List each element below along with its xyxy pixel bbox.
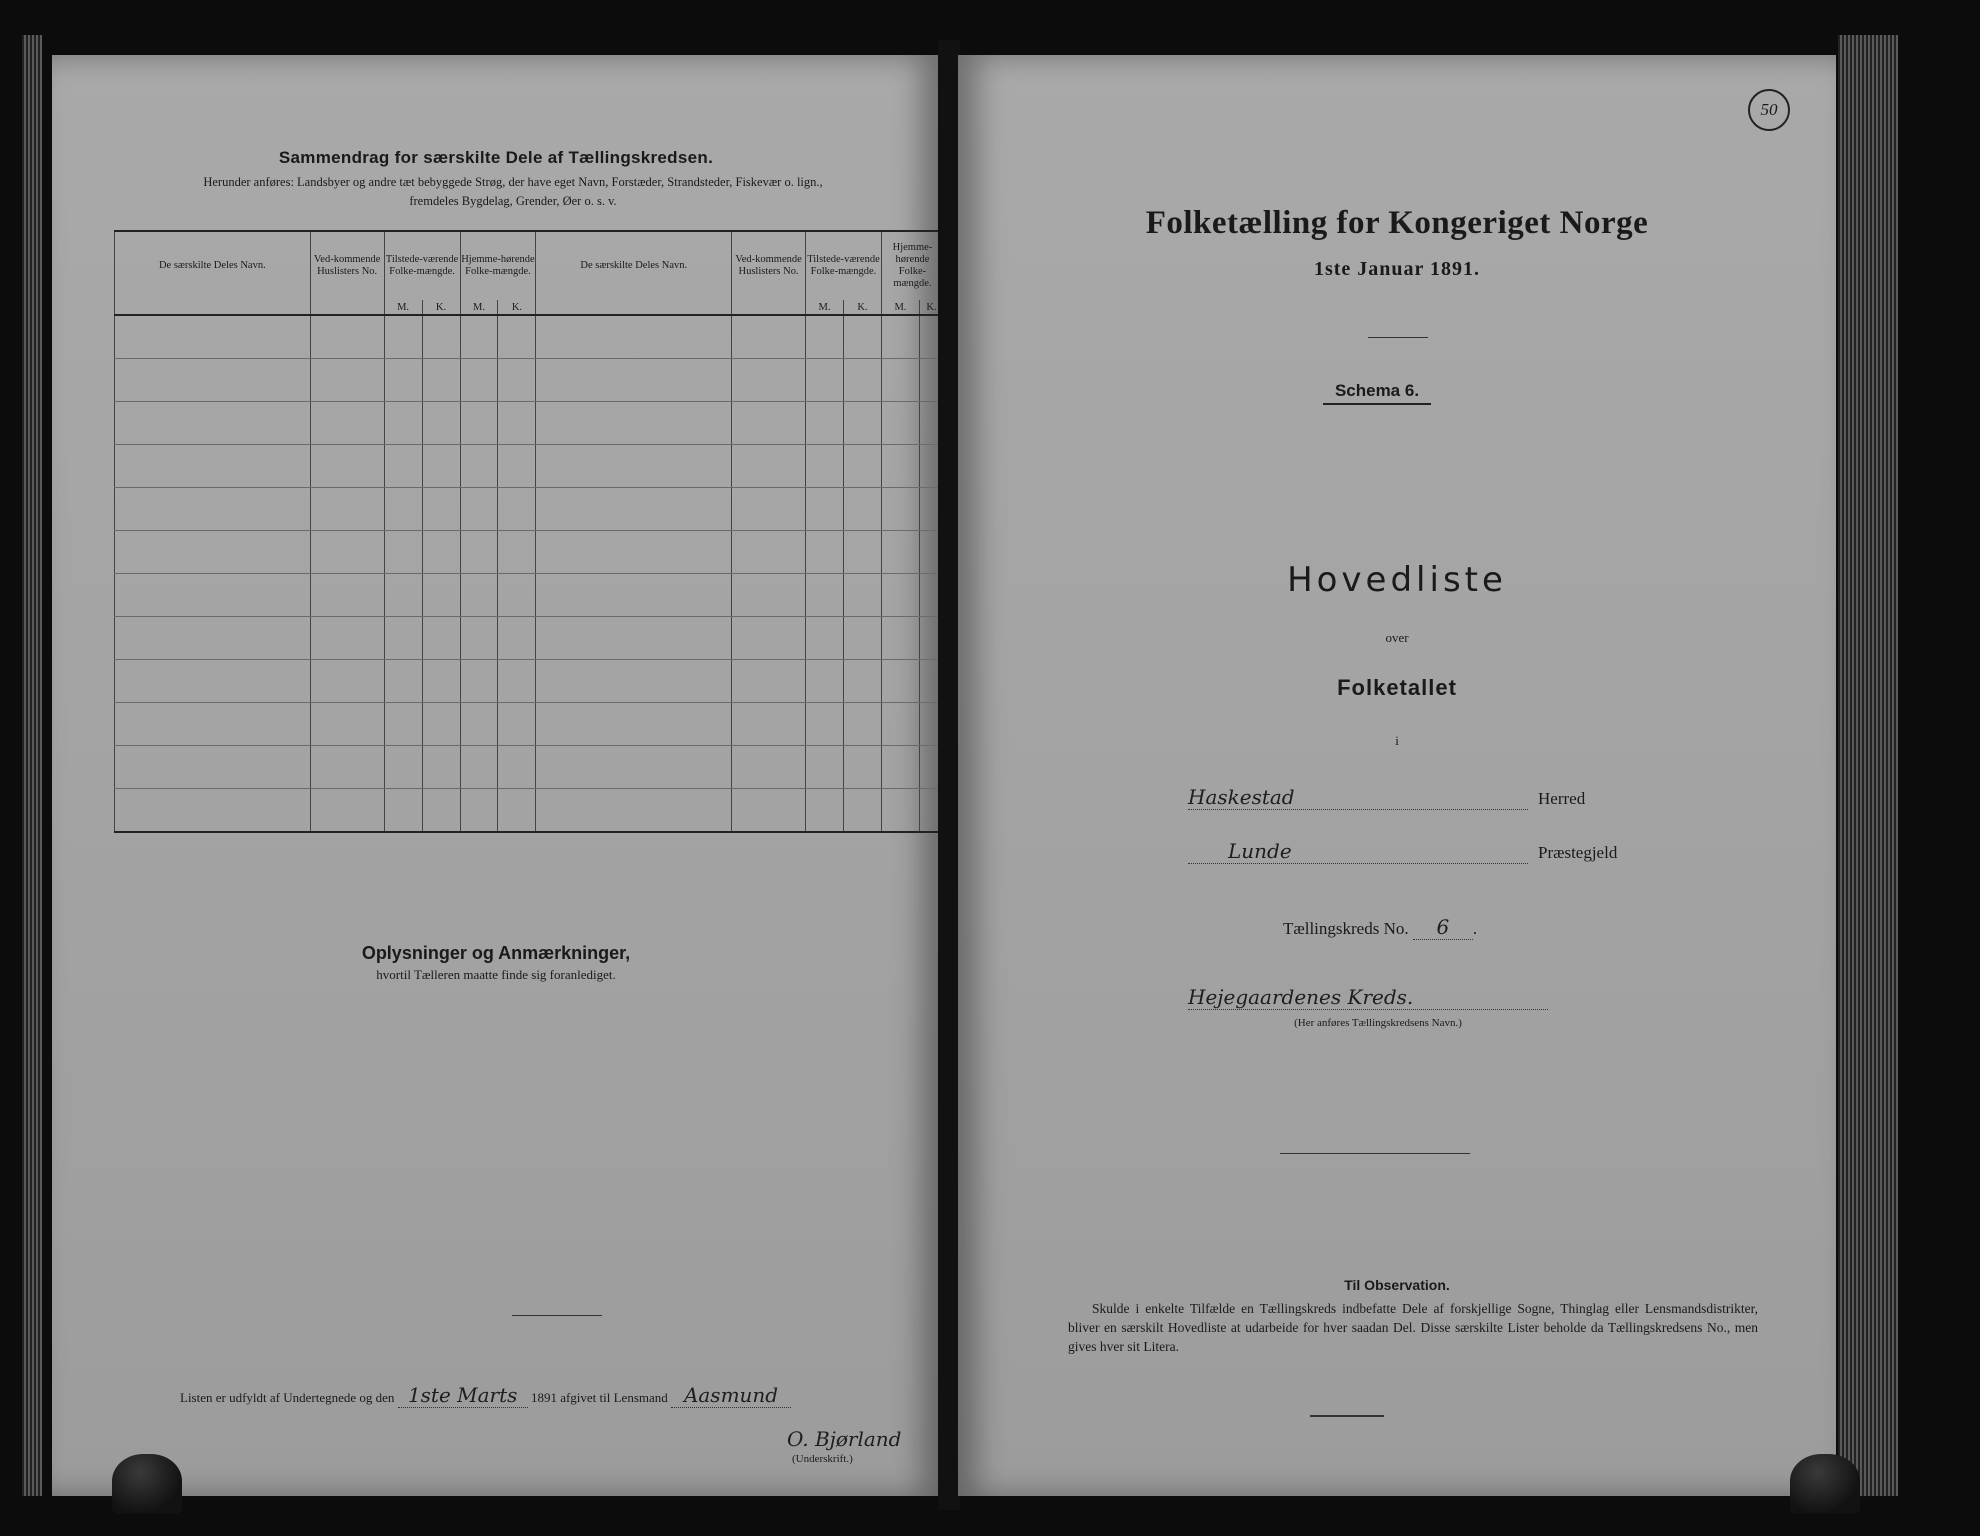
table-cell bbox=[384, 660, 422, 703]
table-row bbox=[115, 315, 944, 359]
table-cell bbox=[881, 315, 919, 359]
table-cell bbox=[460, 359, 498, 402]
table-cell bbox=[498, 531, 536, 574]
over-word: over bbox=[1385, 630, 1409, 645]
table-cell bbox=[843, 789, 881, 833]
header-tilstede-1: Tilstede-værende Folke-mængde. bbox=[384, 231, 460, 300]
table-cell bbox=[460, 660, 498, 703]
table-cell bbox=[536, 660, 732, 703]
short-rule bbox=[1310, 1415, 1384, 1417]
subheader-blank bbox=[115, 300, 311, 315]
census-date: 1ste Januar 1891. bbox=[1313, 258, 1481, 280]
table-cell bbox=[536, 402, 732, 445]
table-cell bbox=[806, 359, 844, 402]
signature-year: 1891 afgivet til Lensmand bbox=[530, 1390, 668, 1405]
page-number-stamp: 50 bbox=[1748, 89, 1790, 131]
table-cell bbox=[843, 703, 881, 746]
signer-handwritten: O. Bjørland bbox=[787, 1427, 902, 1451]
table-cell bbox=[422, 789, 460, 833]
header-huslister-1: Ved-kommende Huslisters No. bbox=[310, 231, 384, 300]
table-cell bbox=[498, 402, 536, 445]
table-cell bbox=[310, 574, 384, 617]
table-cell bbox=[881, 445, 919, 488]
table-cell bbox=[498, 488, 536, 531]
table-cell bbox=[498, 315, 536, 359]
table-cell bbox=[422, 531, 460, 574]
i-word: i bbox=[1395, 733, 1399, 748]
kreds-label: Tællingskreds No. bbox=[1283, 919, 1409, 938]
table-cell bbox=[806, 531, 844, 574]
herred-row bbox=[1188, 785, 1585, 810]
table-cell bbox=[310, 789, 384, 833]
table-cell bbox=[806, 488, 844, 531]
subheader-m: M. bbox=[806, 300, 844, 315]
table-cell bbox=[881, 531, 919, 574]
table-cell bbox=[536, 445, 732, 488]
table-cell bbox=[536, 789, 732, 833]
header-huslister-2: Ved-kommende Huslisters No. bbox=[732, 231, 806, 300]
header-hjemme-2: Hjemme-hørende Folke-mængde. bbox=[881, 231, 943, 300]
table-cell bbox=[310, 359, 384, 402]
subheader-k: K. bbox=[919, 300, 943, 315]
table-cell bbox=[460, 445, 498, 488]
table-row bbox=[115, 488, 944, 531]
table-cell bbox=[536, 617, 732, 660]
table-cell bbox=[536, 703, 732, 746]
herred-label: Herred bbox=[1538, 789, 1586, 808]
table-cell bbox=[422, 445, 460, 488]
prestegjeld-row bbox=[1188, 839, 1617, 864]
table-cell bbox=[115, 789, 311, 833]
table-cell bbox=[384, 315, 422, 359]
table-cell bbox=[806, 789, 844, 833]
table-cell bbox=[384, 531, 422, 574]
table-cell bbox=[806, 746, 844, 789]
table-cell bbox=[881, 789, 919, 833]
observation-text: Skulde i enkelte Tilfælde en Tællingskreds indbefatte Dele af forskjellige Sogne, Thinglag eller Lensmandsdistrikter, bliver en særskilt Hovedliste at udarbeide for hver saadan Del. Disse særskilte Lister beholde da Tællingskredsens No., men gives hver sit Litera. bbox=[1068, 1301, 1758, 1354]
table-cell bbox=[732, 617, 806, 660]
table-cell bbox=[422, 746, 460, 789]
kreds-number-row: Tællingskreds No. 6 . bbox=[1283, 915, 1478, 939]
table-cell bbox=[115, 703, 311, 746]
summary-table bbox=[114, 230, 944, 833]
summary-subtitle bbox=[98, 173, 928, 211]
table-cell bbox=[422, 359, 460, 402]
table-cell bbox=[460, 574, 498, 617]
table-cell bbox=[881, 617, 919, 660]
signature-line bbox=[180, 1383, 791, 1408]
table-cell bbox=[310, 703, 384, 746]
folketallet-title: Folketallet bbox=[1337, 675, 1457, 700]
header-name-2: De særskilte Deles Navn. bbox=[536, 231, 732, 300]
table-cell bbox=[384, 617, 422, 660]
table-cell bbox=[806, 703, 844, 746]
table-cell bbox=[843, 660, 881, 703]
table-cell bbox=[498, 746, 536, 789]
table-cell bbox=[384, 402, 422, 445]
table-cell bbox=[460, 488, 498, 531]
table-cell bbox=[310, 746, 384, 789]
schema-label: Schema 6. bbox=[1323, 381, 1431, 405]
subheader-k: K. bbox=[422, 300, 460, 315]
table-cell bbox=[732, 402, 806, 445]
subheader-m: M. bbox=[384, 300, 422, 315]
header-name-1: De særskilte Deles Navn. bbox=[115, 231, 311, 300]
table-row bbox=[115, 703, 944, 746]
subheader-blank bbox=[732, 300, 806, 315]
table-cell bbox=[115, 660, 311, 703]
table-cell bbox=[310, 660, 384, 703]
table-cell bbox=[806, 445, 844, 488]
table-row bbox=[115, 660, 944, 703]
table-cell bbox=[115, 359, 311, 402]
hovedliste-title: Hovedliste bbox=[1287, 560, 1507, 600]
table-cell bbox=[536, 746, 732, 789]
table-cell bbox=[384, 574, 422, 617]
right-page bbox=[958, 55, 1836, 1496]
table-cell bbox=[843, 531, 881, 574]
table-cell bbox=[732, 789, 806, 833]
table-cell bbox=[115, 746, 311, 789]
left-page-edges bbox=[22, 35, 42, 1496]
table-cell bbox=[460, 531, 498, 574]
table-cell bbox=[115, 488, 311, 531]
table-row bbox=[115, 531, 944, 574]
short-rule bbox=[512, 1315, 602, 1316]
table-cell bbox=[806, 574, 844, 617]
table-cell bbox=[881, 359, 919, 402]
table-cell bbox=[536, 315, 732, 359]
subheader-m: M. bbox=[881, 300, 919, 315]
table-cell bbox=[881, 402, 919, 445]
table-cell bbox=[384, 445, 422, 488]
table-row bbox=[115, 402, 944, 445]
table-cell bbox=[115, 531, 311, 574]
table-cell bbox=[536, 488, 732, 531]
table-cell bbox=[843, 402, 881, 445]
summary-subtitle-line2: fremdeles Bygdelag, Grender, Øer o. s. v. bbox=[409, 194, 617, 208]
prestegjeld-label: Præstegjeld bbox=[1538, 843, 1618, 862]
table-row bbox=[115, 359, 944, 402]
table-cell bbox=[422, 315, 460, 359]
table-cell bbox=[115, 315, 311, 359]
table-cell bbox=[498, 789, 536, 833]
kreds-number-handwritten: 6 bbox=[1413, 915, 1473, 940]
table-cell bbox=[384, 359, 422, 402]
table-cell bbox=[732, 660, 806, 703]
subheader-blank bbox=[310, 300, 384, 315]
table-cell bbox=[310, 531, 384, 574]
table-cell bbox=[460, 617, 498, 660]
table-cell bbox=[843, 445, 881, 488]
table-cell bbox=[498, 660, 536, 703]
summary-title: Sammendrag for særskilte Dele af Tællingskredsen. bbox=[278, 148, 714, 167]
table-cell bbox=[498, 703, 536, 746]
table-cell bbox=[843, 315, 881, 359]
table-cell bbox=[536, 574, 732, 617]
table-cell bbox=[498, 617, 536, 660]
table-cell bbox=[310, 445, 384, 488]
book-clip-left bbox=[112, 1454, 182, 1514]
oplysninger-subtitle: hvortil Tælleren maatte finde sig foranlediget. bbox=[376, 967, 616, 982]
table-cell bbox=[881, 660, 919, 703]
table-cell bbox=[498, 445, 536, 488]
main-title: Folketælling for Kongeriget Norge bbox=[1145, 205, 1649, 241]
prestegjeld-handwritten: Lunde bbox=[1188, 839, 1528, 864]
table-cell bbox=[422, 660, 460, 703]
table-cell bbox=[732, 315, 806, 359]
right-page-edges bbox=[1838, 35, 1898, 1496]
table-cell bbox=[881, 703, 919, 746]
observation-title: Til Observation. bbox=[1344, 1277, 1450, 1293]
table-row bbox=[115, 445, 944, 488]
table-cell bbox=[732, 703, 806, 746]
signature-pre: Listen er udfyldt af Undertegnede og den bbox=[180, 1390, 395, 1405]
table-cell bbox=[384, 789, 422, 833]
table-cell bbox=[384, 703, 422, 746]
table-cell bbox=[881, 488, 919, 531]
table-cell bbox=[732, 746, 806, 789]
table-cell bbox=[806, 617, 844, 660]
table-cell bbox=[460, 746, 498, 789]
book-gutter bbox=[938, 40, 960, 1510]
table-cell bbox=[843, 359, 881, 402]
short-rule bbox=[1368, 337, 1428, 338]
table-cell bbox=[115, 574, 311, 617]
table-cell bbox=[422, 574, 460, 617]
table-cell bbox=[310, 402, 384, 445]
subheader-k: K. bbox=[843, 300, 881, 315]
header-hjemme-1: Hjemme-hørende Folke-mængde. bbox=[460, 231, 536, 300]
table-cell bbox=[115, 445, 311, 488]
table-cell bbox=[422, 703, 460, 746]
header-tilstede-2: Tilstede-værende Folke-mængde. bbox=[806, 231, 882, 300]
table-cell bbox=[806, 315, 844, 359]
oplysninger-title: Oplysninger og Anmærkninger, bbox=[361, 943, 631, 963]
left-page bbox=[52, 55, 940, 1496]
table-cell bbox=[310, 617, 384, 660]
table-cell bbox=[422, 402, 460, 445]
table-cell bbox=[732, 445, 806, 488]
table-cell bbox=[536, 359, 732, 402]
table-cell bbox=[460, 789, 498, 833]
table-row bbox=[115, 789, 944, 833]
table-cell bbox=[881, 746, 919, 789]
table-cell bbox=[422, 488, 460, 531]
table-cell bbox=[498, 359, 536, 402]
kreds-name-handwritten: Hejegaardenes Kreds. bbox=[1188, 985, 1548, 1010]
herred-handwritten: Haskestad bbox=[1188, 785, 1528, 810]
table-cell bbox=[732, 574, 806, 617]
table-row bbox=[115, 746, 944, 789]
table-cell bbox=[732, 531, 806, 574]
subheader-k: K. bbox=[498, 300, 536, 315]
table-cell bbox=[843, 617, 881, 660]
subheader-blank bbox=[536, 300, 732, 315]
table-cell bbox=[310, 315, 384, 359]
table-cell bbox=[843, 746, 881, 789]
signature-date-handwritten: 1ste Marts bbox=[398, 1383, 528, 1408]
table-cell bbox=[115, 402, 311, 445]
book-clip-right bbox=[1790, 1454, 1860, 1514]
table-cell bbox=[881, 574, 919, 617]
table-row bbox=[115, 617, 944, 660]
table-cell bbox=[843, 488, 881, 531]
table-cell bbox=[806, 660, 844, 703]
table-cell bbox=[384, 488, 422, 531]
table-cell bbox=[536, 531, 732, 574]
table-cell bbox=[732, 488, 806, 531]
short-rule bbox=[1280, 1153, 1470, 1154]
kreds-name-hint: (Her anføres Tællingskredsens Navn.) bbox=[1294, 1017, 1462, 1029]
table-cell bbox=[115, 617, 311, 660]
table-cell bbox=[460, 703, 498, 746]
table-cell bbox=[422, 617, 460, 660]
table-cell bbox=[843, 574, 881, 617]
lensmand-handwritten: Aasmund bbox=[671, 1383, 791, 1408]
summary-table-body bbox=[115, 315, 944, 832]
table-row bbox=[115, 574, 944, 617]
table-cell bbox=[460, 402, 498, 445]
table-cell bbox=[732, 359, 806, 402]
table-cell bbox=[384, 746, 422, 789]
table-cell bbox=[498, 574, 536, 617]
subheader-m: M. bbox=[460, 300, 498, 315]
table-cell bbox=[460, 315, 498, 359]
summary-subtitle-line1: Herunder anføres: Landsbyer og andre tæt bebyggede Strøg, der have eget Navn, Forstæder, Strandsteder, Fiskevær o. lign., bbox=[203, 175, 823, 189]
underskrift-label: (Underskrift.) bbox=[792, 1453, 853, 1465]
table-cell bbox=[310, 488, 384, 531]
table-cell bbox=[806, 402, 844, 445]
